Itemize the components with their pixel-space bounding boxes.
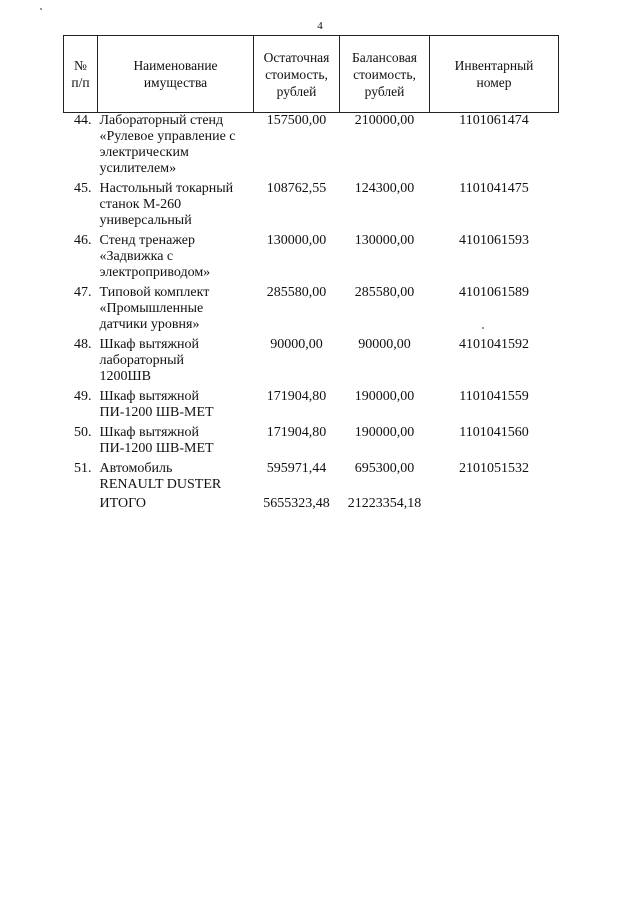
- row-inventory: 2101051532: [459, 461, 529, 476]
- row-num: 48.: [74, 337, 92, 352]
- row-inventory: 4101061589: [459, 285, 529, 300]
- row-balance: 695300,00: [354, 461, 415, 476]
- row-num: 50.: [74, 425, 92, 440]
- table-row: [64, 283, 559, 335]
- row-inventory: 1101061474: [459, 113, 529, 128]
- total-residual: 5655323,48: [263, 496, 330, 511]
- row-name: Типовой комплект «Промышленные датчики уровня»: [99, 285, 210, 332]
- row-inventory: 4101041592: [459, 337, 529, 352]
- row-name: Лабораторный стенд «Рулевое управление с электрическим усилителем»: [99, 113, 236, 176]
- row-residual: 130000,00: [266, 233, 327, 248]
- scan-speck: [482, 327, 484, 329]
- total-balance: 21223354,18: [347, 496, 422, 511]
- row-num: 49.: [74, 389, 92, 404]
- table-row: [64, 231, 559, 283]
- header-balance-value: Балансовая стоимость, рублей: [340, 36, 430, 113]
- row-residual: 285580,00: [266, 285, 327, 300]
- row-balance: 90000,00: [358, 337, 411, 352]
- table-row: [64, 387, 559, 423]
- total-inventory-empty: [430, 495, 559, 514]
- property-table: [63, 35, 559, 514]
- row-name: Настольный токарный станок М-260 универсальный: [99, 181, 234, 228]
- row-inventory: 1101041560: [459, 425, 529, 440]
- row-num: 47.: [74, 285, 92, 300]
- scan-speck: [40, 8, 42, 10]
- table-header-row: [64, 36, 559, 113]
- row-name: Автомобиль RENAULT DUSTER: [99, 461, 222, 492]
- table-row: [64, 459, 559, 495]
- row-balance: 285580,00: [354, 285, 415, 300]
- header-inventory-number: Инвентарный номер: [430, 36, 559, 113]
- row-name: Шкаф вытяжной ПИ-1200 ШВ-МЕТ: [99, 389, 214, 420]
- row-residual: 90000,00: [270, 337, 323, 352]
- row-name: Шкаф вытяжной ПИ-1200 ШВ-МЕТ: [99, 425, 214, 456]
- row-num: 45.: [74, 181, 92, 196]
- table-row: [64, 179, 559, 231]
- row-inventory: 1101041475: [459, 181, 529, 196]
- header-residual-value: Остаточная стоимость, рублей: [254, 36, 340, 113]
- table-row: [64, 113, 559, 180]
- page-number: 4: [317, 20, 323, 32]
- row-name: Стенд тренажер «Задвижка с электроприводом»: [99, 233, 211, 280]
- row-num: 51.: [74, 461, 92, 476]
- row-residual: 171904,80: [266, 425, 327, 440]
- row-inventory: 4101061593: [459, 233, 529, 248]
- row-balance: 130000,00: [354, 233, 415, 248]
- table-row: [64, 423, 559, 459]
- table-row: [64, 335, 559, 387]
- row-name: Шкаф вытяжной лабораторный 1200ШВ: [99, 337, 200, 384]
- row-num: 44.: [74, 113, 92, 128]
- row-residual: 595971,44: [266, 461, 327, 476]
- row-balance: 190000,00: [354, 389, 415, 404]
- row-residual: 108762,55: [266, 181, 327, 196]
- total-row: [64, 495, 559, 514]
- row-inventory: 1101041559: [459, 389, 529, 404]
- row-num: 46.: [74, 233, 92, 248]
- header-name: Наименование имущества: [98, 36, 254, 113]
- row-balance: 210000,00: [354, 113, 415, 128]
- header-num: № п/п: [64, 36, 98, 113]
- row-balance: 124300,00: [354, 181, 415, 196]
- total-num-empty: [64, 495, 98, 514]
- row-residual: 157500,00: [266, 113, 327, 128]
- row-residual: 171904,80: [266, 389, 327, 404]
- row-balance: 190000,00: [354, 425, 415, 440]
- total-label: ИТОГО: [99, 496, 146, 511]
